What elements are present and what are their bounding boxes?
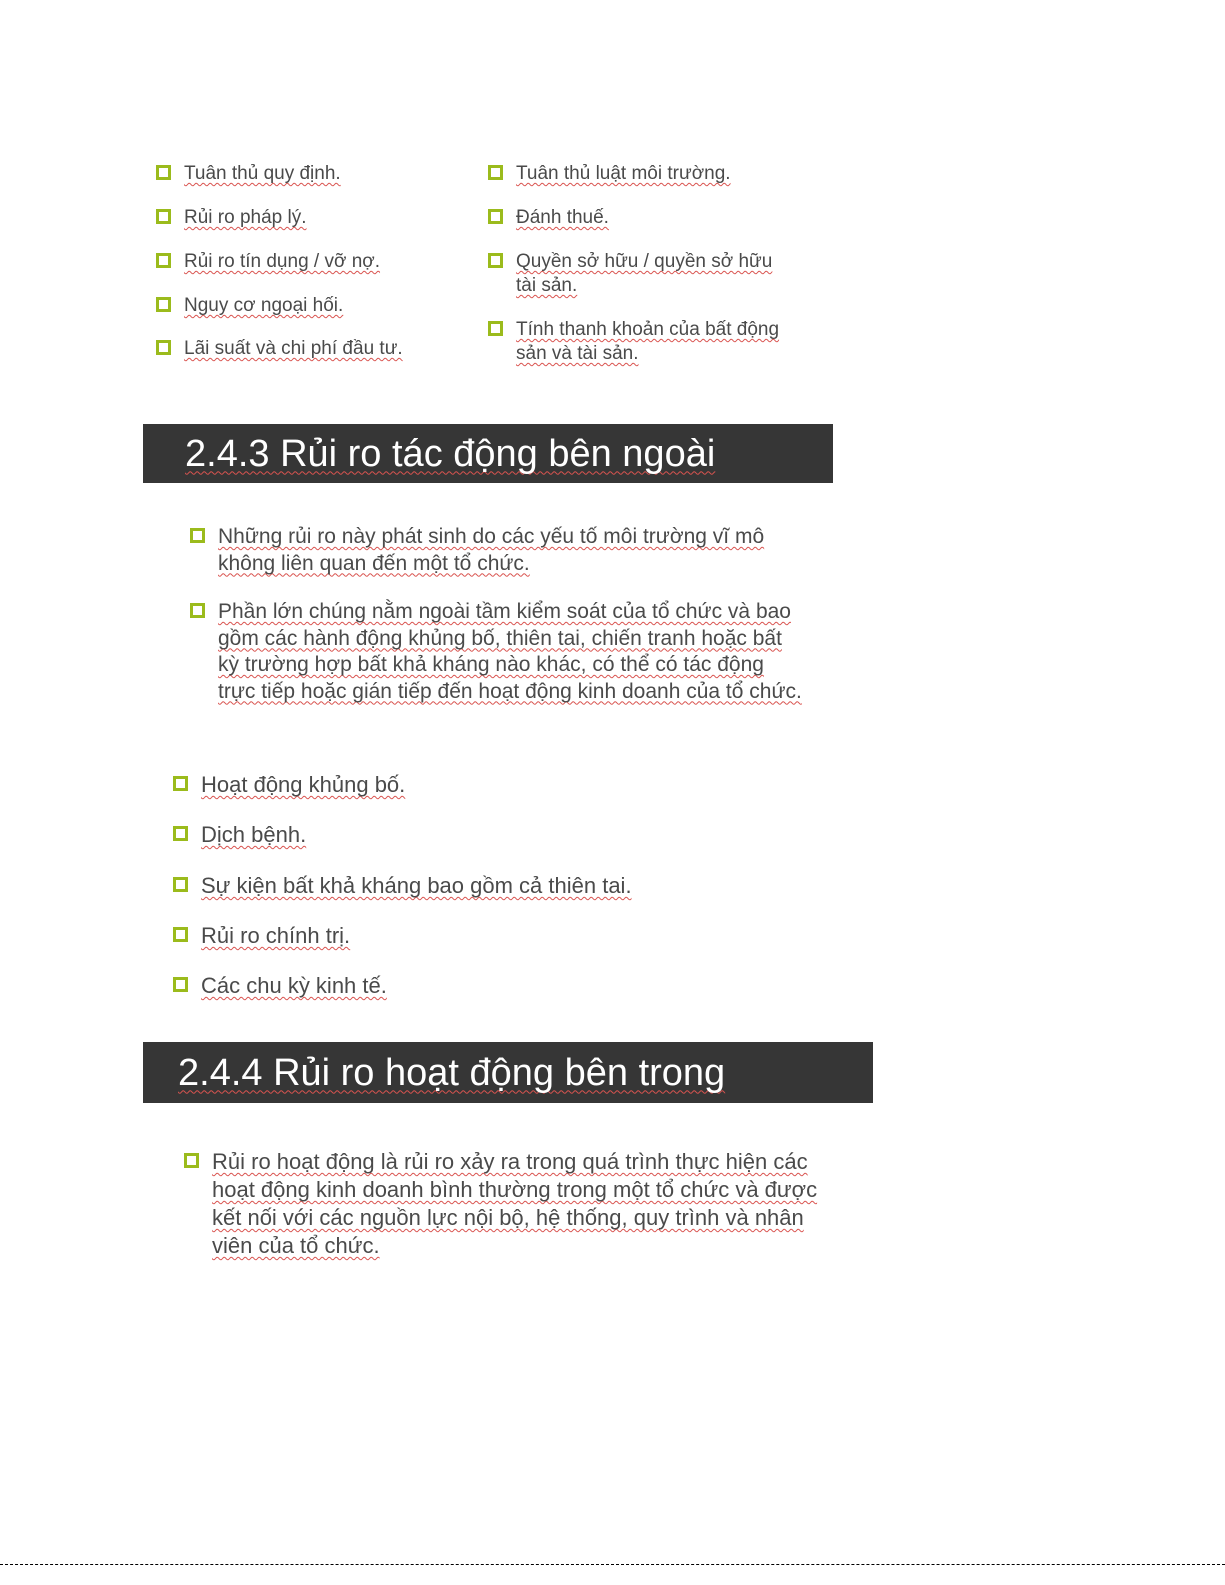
list-item bbox=[156, 294, 343, 318]
list-item-text: Các chu kỳ kinh tế. bbox=[201, 973, 387, 998]
list-item-line: tài sản. bbox=[516, 275, 578, 296]
list-item bbox=[173, 972, 387, 1000]
list-item bbox=[173, 872, 632, 900]
square-bullet-icon bbox=[173, 977, 188, 992]
list-item-text: Đánh thuế. bbox=[516, 207, 609, 228]
list-item-text: Nguy cơ ngoại hối. bbox=[184, 295, 344, 316]
list-item bbox=[173, 771, 405, 799]
list-item bbox=[488, 206, 609, 230]
paragraph-item bbox=[190, 599, 802, 705]
paragraph-text bbox=[218, 524, 764, 577]
list-item-line: Tính thanh khoản của bất động bbox=[516, 319, 780, 340]
square-bullet-icon bbox=[488, 253, 503, 268]
list-item-text: Tuân thủ quy định. bbox=[184, 163, 341, 184]
paragraph-text bbox=[212, 1148, 817, 1260]
paragraph-item bbox=[190, 524, 764, 577]
paragraph-line: viên của tổ chức. bbox=[212, 1233, 380, 1258]
list-item-text bbox=[516, 250, 772, 298]
list-item-text: Sự kiện bất khả kháng bao gồm cả thiên tai. bbox=[201, 873, 632, 898]
paragraph-line: kết nối với các nguồn lực nội bộ, hệ thống, quy trình và nhân bbox=[212, 1205, 804, 1230]
list-item bbox=[488, 250, 772, 298]
square-bullet-icon bbox=[173, 776, 188, 791]
paragraph-line: không liên quan đến một tổ chức. bbox=[218, 551, 530, 575]
section-title: 2.4.3 Rủi ro tác động bên ngoài bbox=[185, 432, 716, 475]
square-bullet-icon bbox=[190, 528, 205, 543]
square-bullet-icon bbox=[156, 165, 171, 180]
square-bullet-icon bbox=[488, 209, 503, 224]
list-item-line: sản và tài sản. bbox=[516, 343, 639, 364]
square-bullet-icon bbox=[156, 253, 171, 268]
page-edge-divider bbox=[0, 1564, 1225, 1565]
paragraph-line: Phần lớn chúng nằm ngoài tầm kiểm soát của tổ chức và bao bbox=[218, 600, 791, 623]
square-bullet-icon bbox=[156, 340, 171, 355]
list-item bbox=[156, 337, 403, 361]
square-bullet-icon bbox=[173, 927, 188, 942]
list-item-text: Hoạt động khủng bố. bbox=[201, 772, 406, 797]
list-item bbox=[488, 162, 731, 186]
square-bullet-icon bbox=[173, 877, 188, 892]
list-item bbox=[156, 162, 341, 186]
square-bullet-icon bbox=[156, 297, 171, 312]
paragraph-line: gồm các hành động khủng bố, thiên tai, chiến tranh hoặc bất bbox=[218, 626, 782, 650]
list-item-text: Lãi suất và chi phí đầu tư. bbox=[184, 338, 403, 359]
list-item-text: Tuân thủ luật môi trường. bbox=[516, 163, 731, 184]
paragraph-line: hoạt động kinh doanh bình thường trong một tổ chức và được bbox=[212, 1177, 818, 1202]
square-bullet-icon bbox=[173, 826, 188, 841]
section-title: 2.4.4 Rủi ro hoạt động bên trong bbox=[178, 1051, 726, 1094]
list-item-line: Quyền sở hữu / quyền sở hữu bbox=[516, 251, 773, 272]
square-bullet-icon bbox=[488, 165, 503, 180]
square-bullet-icon bbox=[488, 321, 503, 336]
paragraph-text bbox=[218, 599, 802, 705]
section-heading-243 bbox=[143, 424, 833, 483]
list-item-text: Rủi ro chính trị. bbox=[201, 923, 351, 948]
list-item bbox=[156, 250, 380, 274]
paragraph-line: Rủi ro hoạt động là rủi ro xảy ra trong quá trình thực hiện các bbox=[212, 1149, 808, 1174]
paragraph-line: Những rủi ro này phát sinh do các yếu tố môi trường vĩ mô bbox=[218, 525, 765, 548]
list-item-text: Rủi ro tín dụng / vỡ nợ. bbox=[184, 251, 381, 272]
paragraph-item bbox=[184, 1148, 817, 1260]
paragraph-line: kỳ trường hợp bất khả kháng nào khác, có thể có tác động bbox=[218, 653, 764, 676]
paragraph-line: trực tiếp hoặc gián tiếp đến hoạt động kinh doanh của tổ chức. bbox=[218, 679, 802, 703]
list-item bbox=[173, 922, 350, 950]
list-item-text bbox=[516, 318, 779, 366]
list-item-text: Dịch bệnh. bbox=[201, 822, 307, 847]
section-heading-244 bbox=[143, 1042, 873, 1103]
square-bullet-icon bbox=[184, 1153, 199, 1168]
list-item bbox=[156, 206, 307, 230]
list-item-text: Rủi ro pháp lý. bbox=[184, 207, 307, 228]
list-item bbox=[488, 318, 779, 366]
square-bullet-icon bbox=[190, 603, 205, 618]
square-bullet-icon bbox=[156, 209, 171, 224]
list-item bbox=[173, 821, 306, 849]
